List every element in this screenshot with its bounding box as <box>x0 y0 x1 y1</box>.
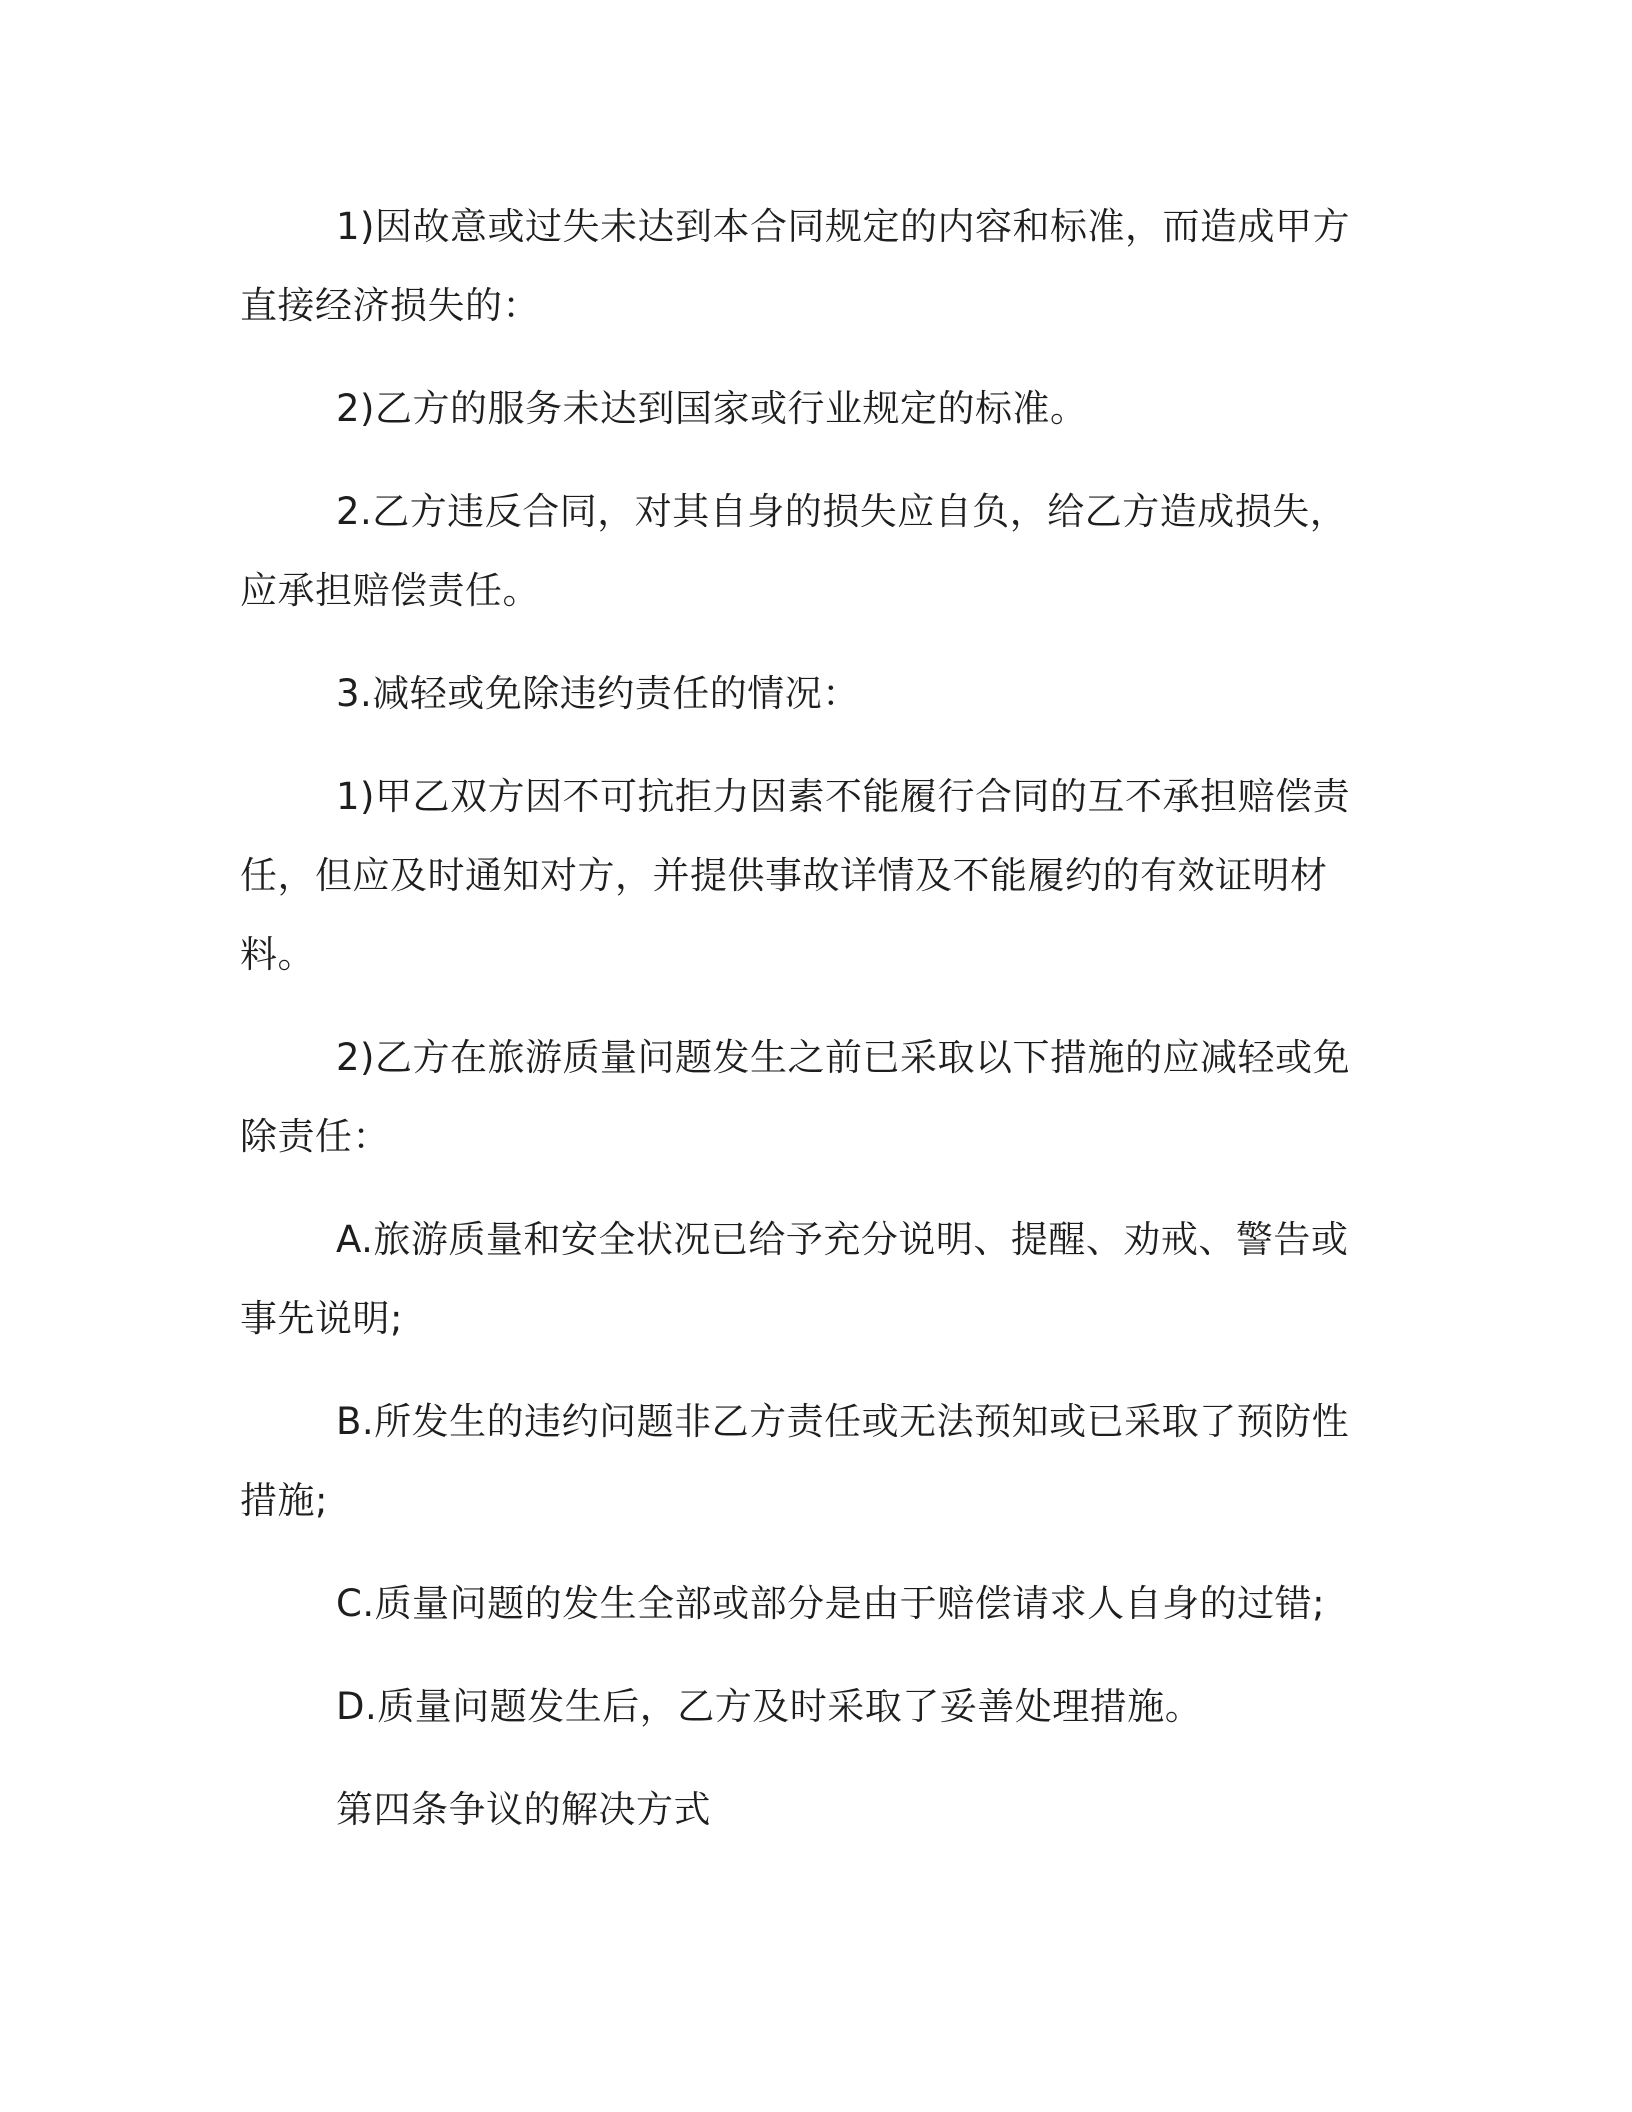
paragraph-item-b: B.所发生的违约问题非乙方责任或无法预知或已采取了预防性措施; <box>240 1400 1350 1522</box>
paragraph-clause-1-1: 1)因故意或过失未达到本合同规定的内容和标准，而造成甲方直接经济损失的： <box>240 205 1350 327</box>
paragraph-item-c: C.质量问题的发生全部或部分是由于赔偿请求人自身的过错; <box>336 1582 1326 1625</box>
paragraph-clause-3: 3.减轻或免除违约责任的情况： <box>336 672 860 715</box>
paragraph-clause-2: 2.乙方违反合同，对其自身的损失应自负，给乙方造成损失，应承担赔偿责任。 <box>240 490 1348 612</box>
document-body <box>240 187 1380 1873</box>
paragraph-clause-1-2: 2)乙方的服务未达到国家或行业规定的标准。 <box>336 387 1088 430</box>
paragraph-item-a: A.旅游质量和安全状况已给予充分说明、提醒、劝戒、警告或事先说明; <box>240 1218 1349 1340</box>
paragraph-clause-3-1: 1)甲乙双方因不可抗拒力因素不能履行合同的互不承担赔偿责任，但应及时通知对方，并提供事故详情及不能履约的有效证明材料。 <box>240 775 1350 976</box>
paragraph-clause-3-2: 2)乙方在旅游质量问题发生之前已采取以下措施的应减轻或免除责任： <box>240 1036 1350 1158</box>
section-heading-article-4: 第四条争议的解决方式 <box>336 1788 711 1831</box>
paragraph-item-d: D.质量问题发生后，乙方及时采取了妥善处理措施。 <box>336 1685 1203 1728</box>
